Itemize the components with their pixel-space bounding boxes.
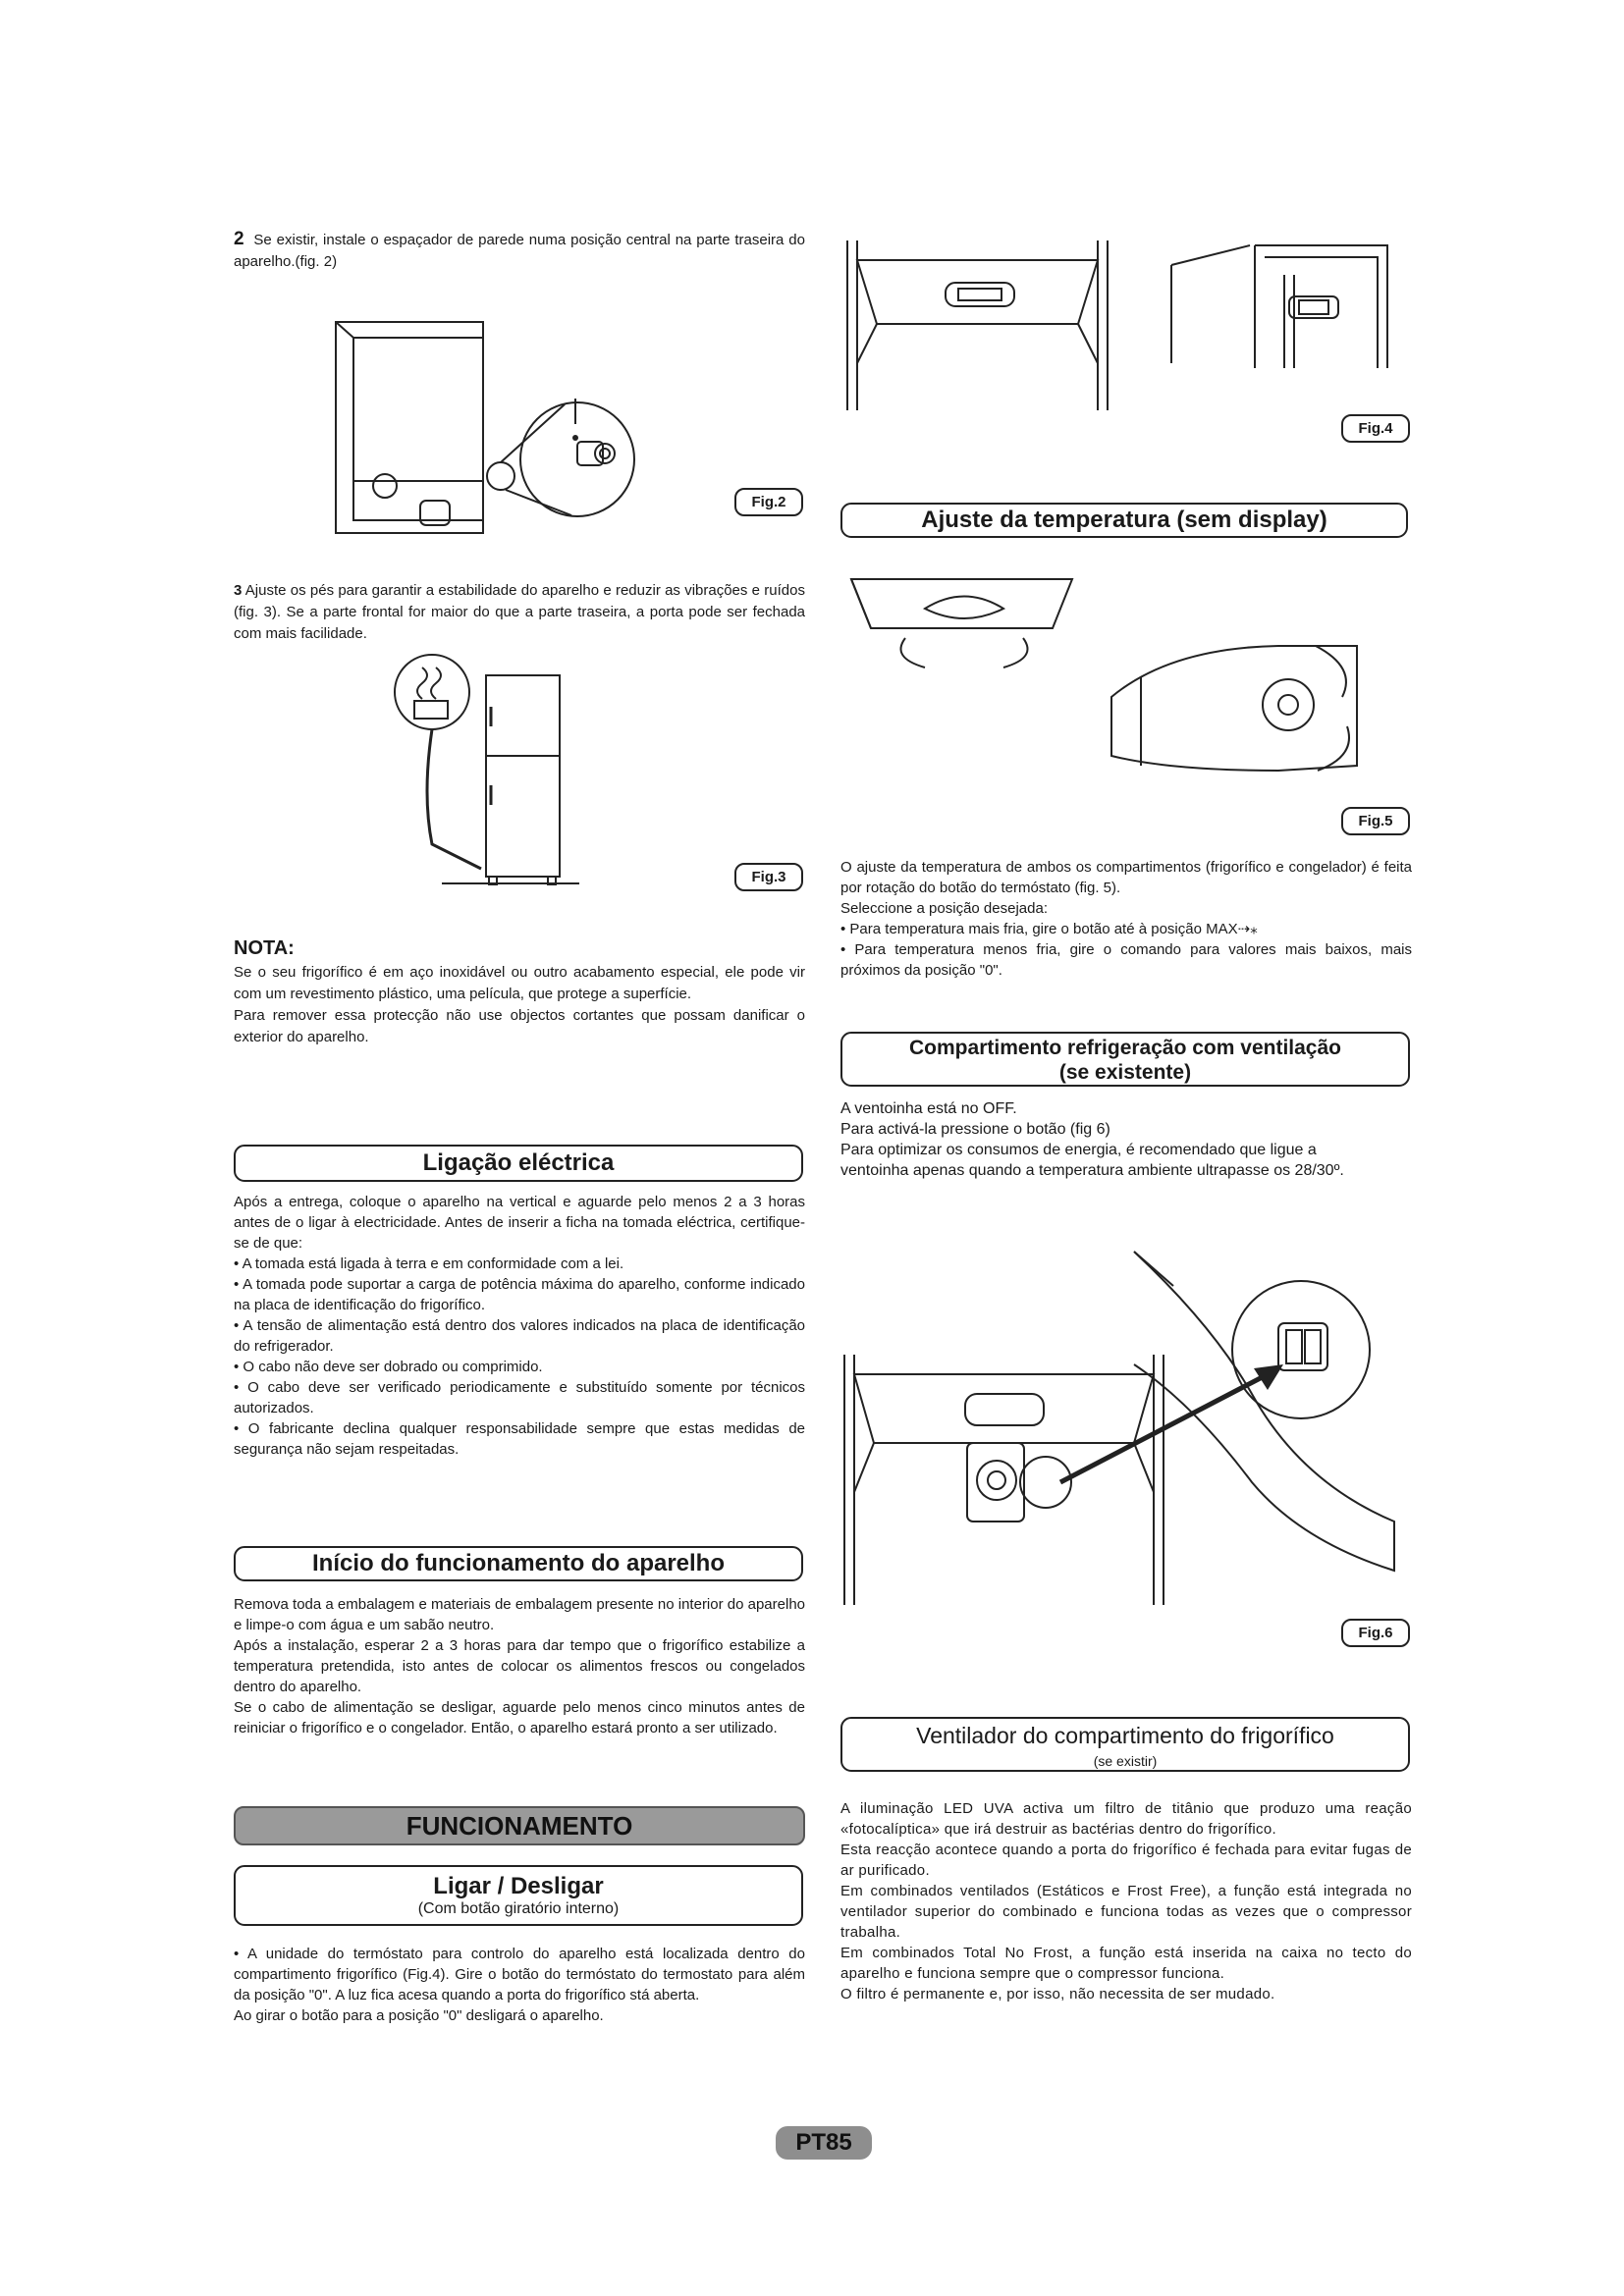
inicio-title: Início do funcionamento do aparelho — [311, 1550, 725, 1576]
fig6-illustration — [839, 1247, 1404, 1610]
inicio-body — [234, 1594, 805, 1738]
ligacao-bullet-5: • O cabo deve ser verificado periodicamente e substituído somente por técnicos autorizados. — [234, 1379, 805, 1416]
step-2 — [234, 229, 805, 273]
ligacao-bullet-6: • O fabricante declina qualquer responsabilidade sempre que estas medidas de segurança não sejam respeitadas. — [234, 1420, 805, 1458]
fig2-label: Fig.2 — [734, 488, 803, 516]
nota-paragraph-1: Se o seu frigorífico é em aço inoxidável ou outro acabamento especial, ele pode vir com um revestimento plástico, uma película, que protege a superfície. — [234, 964, 805, 1002]
step-3 — [234, 580, 805, 645]
compartimento-header — [840, 1032, 1410, 1087]
ajuste-title: Ajuste da temperatura (sem display) — [921, 507, 1327, 533]
ventilador-subtitle: (se existir) — [1093, 1753, 1158, 1769]
ligacao-header — [234, 1145, 803, 1182]
snowflake-icon: ⇢⁎ — [1237, 921, 1258, 937]
ligar-paragraph-2: Ao girar o botão para a posição "0" desligará o aparelho. — [234, 2007, 604, 2024]
step-3-text: Ajuste os pés para garantir a estabilidade do aparelho e reduzir as vibrações e ruídos (fig. 3). Se a parte frontal for maior do que a parte traseira, a porta pode ser fechada com mais facilidade. — [234, 582, 805, 642]
nota-paragraph-2: Para remover essa protecção não use objectos cortantes que possam danificar o exterior do aparelho. — [234, 1007, 805, 1045]
ligacao-title: Ligação eléctrica — [422, 1149, 615, 1176]
ligar-header — [234, 1865, 803, 1926]
ajuste-header — [840, 503, 1408, 538]
nota-section — [234, 937, 805, 1048]
ligacao-intro: Após a entrega, coloque o aparelho na vertical e aguarde pelo menos 2 a 3 horas antes de o ligar à electricidade. Antes de inserir a ficha na tomada eléctrica, certifique-se de que: — [234, 1194, 805, 1252]
funcionamento-banner: FUNCIONAMENTO — [234, 1806, 805, 1845]
fig5-label: Fig.5 — [1341, 807, 1410, 835]
ventilador-body — [840, 1798, 1412, 2004]
step-3-number: 3 — [234, 582, 243, 599]
ventilador-paragraph-3: Em combinados ventilados (Estáticos e Frost Free), a função está integrada no ventilador superior do combinado e funciona todas as vezes que o compressor trabalha. — [840, 1883, 1412, 1941]
compartimento-subtitle: (se existente) — [1058, 1061, 1192, 1084]
ventilador-title: Ventilador do compartimento do frigorífico — [916, 1723, 1334, 1748]
ventilador-paragraph-4: Em combinados Total No Frost, a função está inserida na caixa no tecto do aparelho e funciona sempre que o compressor funciona. — [840, 1945, 1412, 1982]
fig2-illustration — [324, 314, 677, 540]
ventilador-paragraph-2: Esta reacção acontece quando a porta do frigorífico é fechada para evitar fugas de ar purificado. — [840, 1842, 1412, 1879]
ajuste-bullet-1-text: • Para temperatura mais fria, gire o botão até à posição MAX — [840, 921, 1238, 937]
ajuste-paragraph-2: Seleccione a posição desejada: — [840, 900, 1048, 917]
ligacao-body — [234, 1192, 805, 1460]
fig3-label: Fig.3 — [734, 863, 803, 891]
inicio-paragraph-2: Após a instalação, esperar 2 a 3 horas para dar tempo que o frigorífico estabilize a temperatura pretendida, isto antes de colocar os alimentos frescos ou congelados dentro do aparelho. — [234, 1637, 805, 1695]
inicio-paragraph-1: Remova toda a embalagem e materiais de embalagem presente no interior do aparelho e limpe-o com água e um sabão neutro. — [234, 1596, 806, 1633]
page-number: PT85 — [776, 2126, 872, 2160]
ligacao-bullet-1: • A tomada está ligada à terra e em conformidade com a lei. — [234, 1255, 624, 1272]
inicio-paragraph-3: Se o cabo de alimentação se desligar, aguarde pelo menos cinco minutos antes de reiniciar o frigorífico e o congelador. Então, o aparelho estará pronto a ser utilizado. — [234, 1699, 805, 1736]
fig5-illustration — [846, 569, 1396, 805]
ligacao-bullet-4: • O cabo não deve ser dobrado ou comprimido. — [234, 1359, 543, 1375]
fig4-label: Fig.4 — [1341, 414, 1410, 443]
ligacao-bullet-3: • A tensão de alimentação está dentro dos valores indicados na placa de identificação do refrigerador. — [234, 1317, 805, 1355]
ajuste-bullet-2: • Para temperatura menos fria, gire o comando para valores mais baixos, mais próximos da posição "0". — [840, 941, 1412, 979]
ligacao-bullet-2: • A tomada pode suportar a carga de potência máxima do aparelho, conforme indicado na placa de identificação do frigorífico. — [234, 1276, 805, 1313]
ventilador-header — [840, 1717, 1410, 1772]
inicio-header — [234, 1546, 803, 1581]
fig6-label: Fig.6 — [1341, 1619, 1410, 1647]
ligar-body — [234, 1944, 805, 2026]
ligar-title: Ligar / Desligar — [433, 1873, 604, 1899]
ventilador-paragraph-5: O filtro é permanente e, por isso, não necessita de ser mudado. — [840, 1986, 1275, 2002]
step-2-text: Se existir, instale o espaçador de parede numa posição central na parte traseira do aparelho.(fig. 2) — [234, 232, 805, 270]
ligar-subtitle: (Com botão giratório interno) — [417, 1900, 620, 1917]
compartimento-title: Compartimento refrigeração com ventilação — [909, 1037, 1341, 1059]
compartimento-body — [840, 1098, 1351, 1181]
compartimento-line-2: Para activá-la pressione o botão (fig 6) — [840, 1121, 1110, 1138]
ajuste-bullet-1 — [840, 919, 1412, 939]
ajuste-body — [840, 857, 1412, 981]
ligar-paragraph-1: • A unidade do termóstato para controlo do aparelho está localizada dentro do compartimento frigorífico (Fig.4). Gire o botão do termóstato do termostato para além da posição "0". A luz fica acesa quando a porta do frigorífico stá aberta. — [234, 1946, 805, 2003]
nota-title: NOTA: — [234, 937, 295, 959]
fig3-illustration — [393, 648, 589, 893]
compartimento-line-1: A ventoinha está no OFF. — [840, 1100, 1017, 1117]
ajuste-paragraph-1: O ajuste da temperatura de ambos os compartimentos (frigorífico e congelador) é feita por rotação do botão do termóstato (fig. 5). — [840, 859, 1412, 896]
fig4-illustration — [842, 236, 1402, 412]
step-2-number: 2 — [234, 229, 244, 249]
ventilador-paragraph-1: A iluminação LED UVA activa um filtro de titânio que produzo uma reação «fotocalíptica» que irá destruir as bactérias dentro do frigorífico. — [840, 1800, 1412, 1838]
compartimento-line-3: Para optimizar os consumos de energia, é recomendado que ligue a ventoinha apenas quando a temperatura ambiente ultrapasse os 28/30º. — [840, 1142, 1344, 1179]
